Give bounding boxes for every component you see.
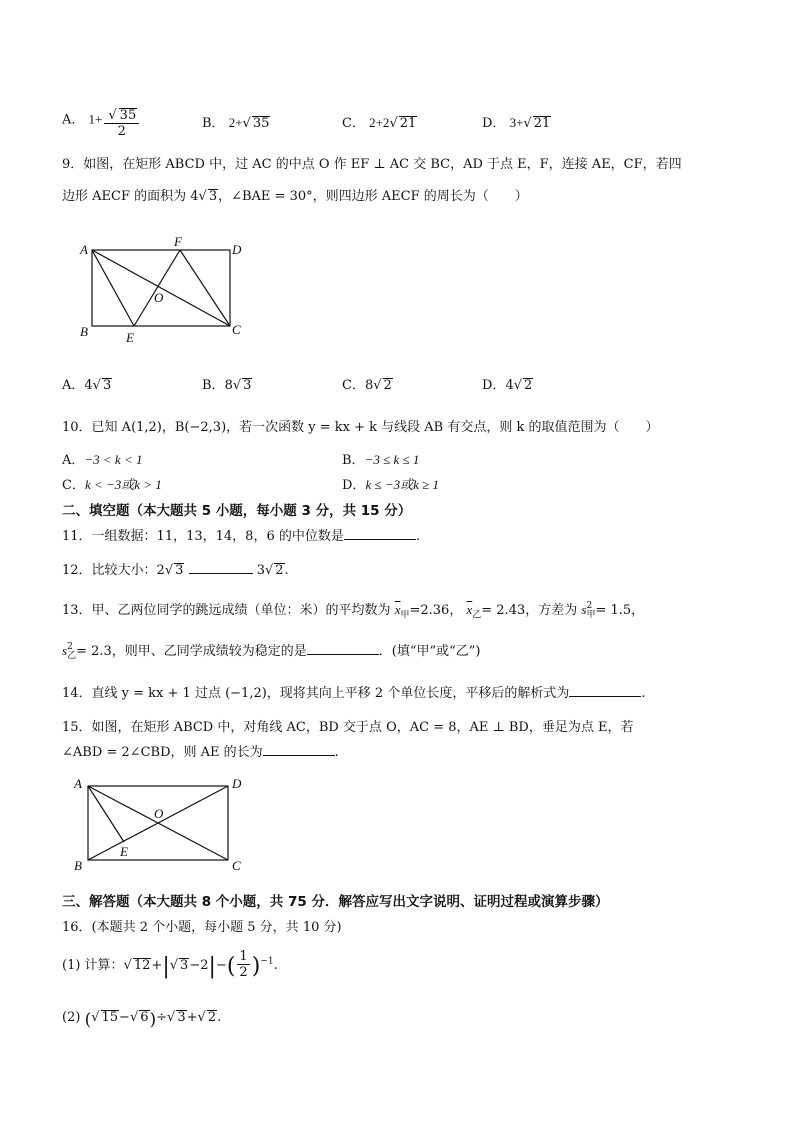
- option-label: A．: [62, 378, 85, 393]
- denominator: 2: [239, 965, 248, 981]
- q9-line2-post: ，∠BAE = 30°，则四边形 AECF 的周长为（ ）: [218, 189, 528, 204]
- radicand: 3: [177, 1010, 186, 1025]
- q12-end: .: [284, 563, 289, 578]
- label-o: O: [154, 290, 164, 305]
- q9-line1: 9．如图，在矩形 ABCD 中，过 AC 的中点 O 作 EF ⊥ AC 交 BC，AD 于点 E，F，连接 AE，CF，若四: [62, 157, 682, 172]
- q14: [62, 682, 645, 701]
- q10-option-d: [342, 474, 439, 493]
- variance-symbol: s: [62, 643, 68, 658]
- xbar: $\overline{x}$: [466, 602, 473, 617]
- option-label: D．: [342, 478, 366, 493]
- q13-line1-pre: 13．甲、乙两位同学的跳远成绩（单位：米）的平均数为: [62, 603, 391, 618]
- value: = 1.5，: [595, 603, 645, 618]
- q16-part2: (2) (√ 15−√ 6)÷√ 3+√ 2.: [62, 1010, 222, 1030]
- radicand: 2: [275, 563, 284, 578]
- radicand: 6: [140, 1010, 149, 1025]
- q10-text: 10．已知 A(1,2)，B(−2,3)，若一次函数 y = kx + k 与线段 AB 有交点，则 k 的取值范围为（ ）: [62, 420, 659, 435]
- superscript: 2: [67, 642, 73, 652]
- option-label: D．: [482, 116, 506, 131]
- option-text: −3 ≤ k ≤ 1: [364, 452, 420, 467]
- label-f: F: [174, 236, 182, 249]
- fraction: [237, 950, 249, 981]
- q14-text: 14．直线 y = kx + 1 过点 (−1,2)，现将其向上平移 2 个单位长度，平移后的解析式为: [62, 686, 570, 701]
- xbar: $\overline{x}$: [394, 602, 401, 617]
- q13-line2: [62, 640, 481, 661]
- radicand: 15: [101, 1010, 119, 1025]
- coef: 8: [224, 378, 233, 393]
- q10-option-a: [62, 449, 142, 468]
- label-a: A: [74, 776, 82, 791]
- q8-option-b: B． 2+√ 35: [202, 115, 270, 131]
- q9-option-c: C．8√ 2: [342, 378, 392, 393]
- label-b: B: [80, 324, 88, 339]
- q8-option-a: [62, 108, 141, 140]
- part-label: (2): [62, 1010, 81, 1025]
- q10-option-c: [62, 474, 162, 493]
- option-label: C．: [342, 116, 365, 131]
- label-c: C: [232, 322, 241, 337]
- answer-blank[interactable]: [189, 561, 253, 574]
- option-label: D．: [482, 378, 506, 393]
- q12-pre: 12．比较大小：2: [62, 563, 165, 578]
- answer-blank[interactable]: [263, 743, 335, 756]
- label-e: E: [126, 330, 134, 345]
- q10-option-b: [342, 449, 419, 468]
- q9-option-b: B．8√ 3: [202, 378, 252, 393]
- option-label: B．: [202, 116, 225, 131]
- subscript: 乙: [67, 651, 77, 661]
- answer-blank[interactable]: [307, 642, 379, 655]
- radicand: 35: [119, 108, 137, 123]
- value: = 2.3，则甲、乙同学成绩较为稳定的是: [76, 644, 307, 659]
- q15-line2: [62, 741, 339, 760]
- q12-mid: 3: [256, 563, 265, 578]
- abs-tail: −2: [189, 957, 209, 973]
- superscript: 2: [586, 601, 593, 611]
- exponent: −1: [260, 956, 274, 967]
- q9-figure: [74, 236, 254, 346]
- label-e: E: [120, 844, 128, 859]
- option-label: A．: [62, 453, 85, 468]
- section2-heading: 二、填空题（本大题共 5 小题，每小题 3 分，共 15 分）: [62, 503, 412, 519]
- q9-option-d: D．4√ 2: [482, 378, 533, 393]
- value: =2.36，: [409, 603, 463, 618]
- label-c: C: [232, 858, 241, 872]
- q15-end: .: [334, 745, 339, 760]
- subscript: 乙: [472, 610, 482, 621]
- label-o: O: [154, 806, 164, 821]
- q8-option-c: C． 2+2√ 21: [342, 115, 417, 131]
- option-label: A．: [62, 112, 85, 128]
- option-text: k < −3或k > 1: [84, 477, 162, 492]
- section3-heading: 三、解答题（本大题共 8 个小题，共 75 分．解答应写出文字说明、证明过程或演算步骤）: [62, 894, 609, 910]
- q15-figure: [72, 776, 252, 872]
- radicand: 3: [180, 957, 189, 973]
- radicand: 35: [252, 116, 270, 131]
- option-label: C．: [342, 378, 365, 393]
- radicand: 2: [207, 1010, 217, 1025]
- radicand: 21: [533, 116, 551, 131]
- q9-line2: 边形 AECF 的面积为 4√ 3，∠BAE = 30°，则四边形 AECF 的周长为（ ）: [62, 189, 528, 204]
- coef: 4: [505, 378, 514, 393]
- q15-line2-text: ∠ABD = 2∠CBD，则 AE 的长为: [62, 745, 263, 760]
- option-label: B．: [202, 378, 225, 393]
- q11-text: 11．一组数据：11，13，14，8，6 的中位数是: [62, 529, 344, 544]
- q11: [62, 525, 420, 544]
- option-label: B．: [342, 453, 365, 468]
- subscript: 甲: [586, 610, 596, 620]
- q16-part1: (1) 计算：√ 12+|√ 3−2|−( $\frac{1}{2}$ )$^{-1}$.: [62, 949, 278, 981]
- option-text: 2+: [228, 115, 243, 130]
- denominator: 2: [117, 124, 126, 140]
- coef: 8: [364, 378, 374, 393]
- label-a: A: [80, 242, 88, 257]
- answer-blank[interactable]: [569, 684, 641, 697]
- radicand: 3: [175, 563, 184, 578]
- part-label: (1) 计算：: [62, 957, 124, 973]
- radicand: 3: [243, 378, 252, 393]
- radicand: 2: [383, 378, 392, 393]
- q15-line1: 15．如图，在矩形 ABCD 中，对角线 AC，BD 交于点 O，AC = 8，AE ⊥ BD，垂足为点 E，若: [62, 720, 634, 735]
- radicand: 12: [133, 957, 151, 973]
- radicand: 2: [524, 378, 533, 393]
- value: = 2.43，方差为: [481, 603, 578, 618]
- answer-blank[interactable]: [344, 527, 416, 540]
- radicand: 21: [399, 116, 417, 131]
- subscript: 甲: [400, 610, 410, 621]
- option-text: −3 < k < 1: [84, 452, 143, 467]
- label-b: B: [74, 858, 82, 872]
- q11-end: .: [415, 529, 420, 544]
- fraction: $\frac{√ 35}{2}$: [104, 108, 139, 140]
- q14-end: .: [641, 686, 646, 701]
- q12: 12．比较大小：2√ 3 3√ 2.: [62, 563, 289, 578]
- label-d: D: [232, 242, 242, 257]
- q13-end: ．(填“甲”或“乙”): [378, 644, 481, 659]
- q16-intro: 16．(本题共 2 个小题，每小题 5 分，共 10 分): [62, 920, 342, 935]
- q9-line2-pre: 边形 AECF 的面积为 4: [62, 189, 199, 204]
- radicand: 3: [208, 189, 218, 204]
- option-label: C．: [62, 478, 85, 493]
- q9-option-a: A．4√ 3: [62, 378, 112, 393]
- option-text: 2+2: [369, 115, 390, 130]
- option-text: 1+: [88, 111, 103, 127]
- option-text: k ≤ −3或k ≥ 1: [365, 477, 440, 492]
- label-d: D: [232, 776, 242, 791]
- numerator: 1: [239, 949, 248, 964]
- coef: 4: [84, 378, 93, 393]
- q8-option-d: D． 3+√ 21: [482, 115, 551, 131]
- radicand: 3: [102, 378, 112, 393]
- option-text: 3+: [509, 115, 524, 130]
- q13-line1: [62, 599, 644, 621]
- variance-symbol: s: [581, 602, 587, 617]
